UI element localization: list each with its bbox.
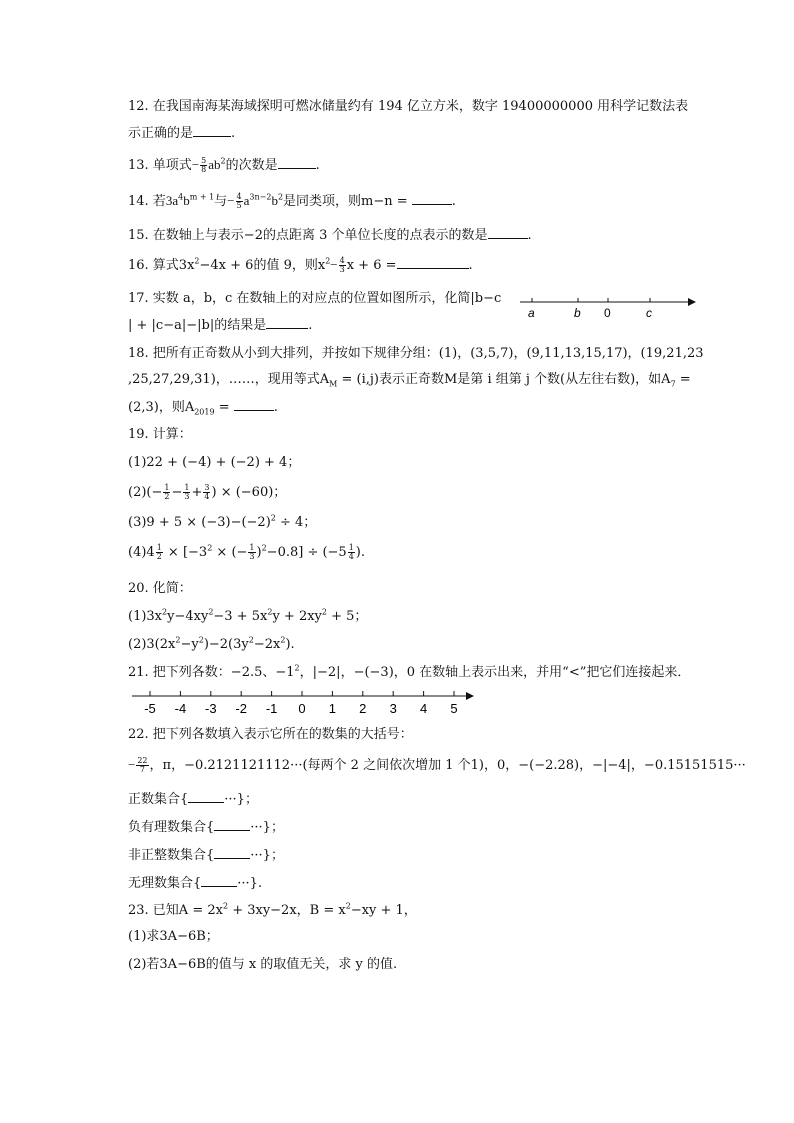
question-19-part-1: (1)22 + (−4) + (−2) + 4；	[128, 455, 301, 470]
fraction: $\frac{5}{8}$	[201, 156, 207, 174]
axis-arrow	[688, 298, 696, 306]
question-19-part-2: (2)(− $\frac{1}{2}$ − $\frac{1}{3}$ + $\frac{3}{4}$ ) × (−60)；	[128, 483, 287, 501]
answer-blank[interactable]	[488, 226, 528, 239]
set-non-positive-integer: 非正整数集合{ ···}；	[128, 848, 284, 863]
label-a: a	[528, 306, 535, 320]
question-17-line-1: 17. 实数 a，b，c 在数轴上的对应点的位置如图所示，化简|b−c	[128, 291, 502, 306]
question-20-part-2: $(2)3(2x^2-y^2)-2(3y^2-2x^2)$.	[128, 635, 295, 652]
question-12-line-2: 示正确的是 .	[128, 126, 236, 141]
answer-blank[interactable]	[234, 398, 274, 411]
tick-label: 5	[450, 701, 458, 716]
answer-blank[interactable]	[201, 874, 237, 887]
question-22-numbers: − $\frac{22}{7}$ ，π，−0.2121121112···(每两个 2 之间依次增加 1 个1)，0，−(−2.28)，−|−4|，−0.15151515···	[128, 756, 746, 774]
question-14: 14. 若$3a^4b^{m + 1}$与− $\frac{4}{5}$ $a^{3n-2}b^2$是同类项，则m−n = .	[128, 192, 456, 210]
set-positive: 正数集合{ ···}；	[128, 792, 258, 807]
answer-blank[interactable]	[278, 156, 316, 169]
label-c: c	[646, 306, 652, 320]
answer-blank[interactable]	[188, 790, 224, 803]
question-23-part-2: (2)若3A−6B的值与 x 的取值无关，求 y 的值.	[128, 957, 398, 972]
question-21: 21. 把下列各数：−2.5、$-1^2$，|−2|，−(−3)，0 在数轴上表示出来，并用“<”把它们连接起来．	[128, 663, 691, 680]
fraction: $\frac{4}{5}$	[236, 192, 242, 210]
axis-arrow	[466, 692, 474, 700]
question-18-line-3: (2,3)，则$A_{2019}$ = .	[128, 400, 278, 417]
question-17-line-2: | + |c−a|−|b|的结果是 .	[128, 318, 313, 333]
answer-blank[interactable]	[266, 316, 308, 329]
question-22-title: 22. 把下列各数填入表示它所在的数集的大括号：	[128, 727, 413, 742]
question-18-line-2: ,25,27,29,31)，……，现用等式$A_M = (i,j)$表示正奇数M是第 i 组第 j 个数(从左往右数)，如$A_7$ =	[128, 372, 691, 389]
question-16: 16. 算式$3x^2-4x + 6$的值 9，则$x^2-$ $\frac{4}{3}$ x + 6 = .	[128, 256, 473, 274]
answer-blank[interactable]	[214, 846, 250, 859]
number-line-abc	[516, 290, 698, 322]
question-20-title: 20. 化简：	[128, 581, 192, 596]
tick-label: 2	[359, 701, 367, 716]
tick-label: -4	[174, 701, 187, 716]
question-23: 23. 已知$A = 2x^2 + 3xy-2x$，$B = x^2-xy + 1$，	[128, 901, 417, 918]
question-19-title: 19. 计算：	[128, 427, 192, 442]
tick-label: -1	[265, 701, 278, 716]
answer-blank[interactable]	[193, 124, 231, 137]
question-12-line-1: 12. 在我国南海某海域探明可燃冰储量约有 194 亿立方米，数字 19400000000 用科学记数法表	[128, 99, 689, 114]
question-13: 13. 单项式− $\frac{5}{8}$ $ab^2$的次数是 .	[128, 156, 320, 174]
question-20-part-1: $(1)3x^2y-4xy^2-3 + 5x^2y + 2xy^2 + 5$；	[128, 607, 368, 624]
question-18-line-1: 18. 把所有正奇数从小到大排列，并按如下规律分组：(1)，(3,5,7)，(9,11,13,15,17)，(19,21,23	[128, 346, 704, 361]
number-line-21	[128, 686, 478, 718]
tick-label: -2	[235, 701, 247, 716]
question-15: 15. 在数轴上与表示−2的点距离 3 个单位长度的点表示的数是 .	[128, 228, 532, 243]
label-0: 0	[604, 306, 611, 320]
tick-label: 3	[389, 701, 397, 716]
tick-label: -3	[205, 701, 217, 716]
tick-label: 1	[328, 701, 337, 716]
tick-label: 4	[419, 701, 428, 716]
question-23-part-1: (1)求3A−6B；	[128, 929, 219, 944]
set-negative-rational: 负有理数集合{ ···}；	[128, 820, 284, 835]
fraction: $\frac{4}{3}$	[339, 256, 345, 274]
answer-blank[interactable]	[397, 256, 469, 269]
label-b: b	[574, 306, 581, 320]
set-irrational: 无理数集合{ ···}.	[128, 876, 263, 891]
tick-label: -5	[144, 701, 156, 716]
answer-blank[interactable]	[412, 192, 452, 205]
answer-blank[interactable]	[214, 818, 250, 831]
tick-label: 0	[298, 701, 306, 716]
question-19-part-3: $(3)9 + 5 \times (-3)-(-2)^2 \div 4$；	[128, 513, 317, 530]
question-19-part-4: (4)4 $\frac{1}{2}$ × [$-3^2$ × (− $\frac{1}{3}$ )$^2$−0.8] ÷ (−5 $\frac{1}{4}$ ).	[128, 543, 366, 561]
